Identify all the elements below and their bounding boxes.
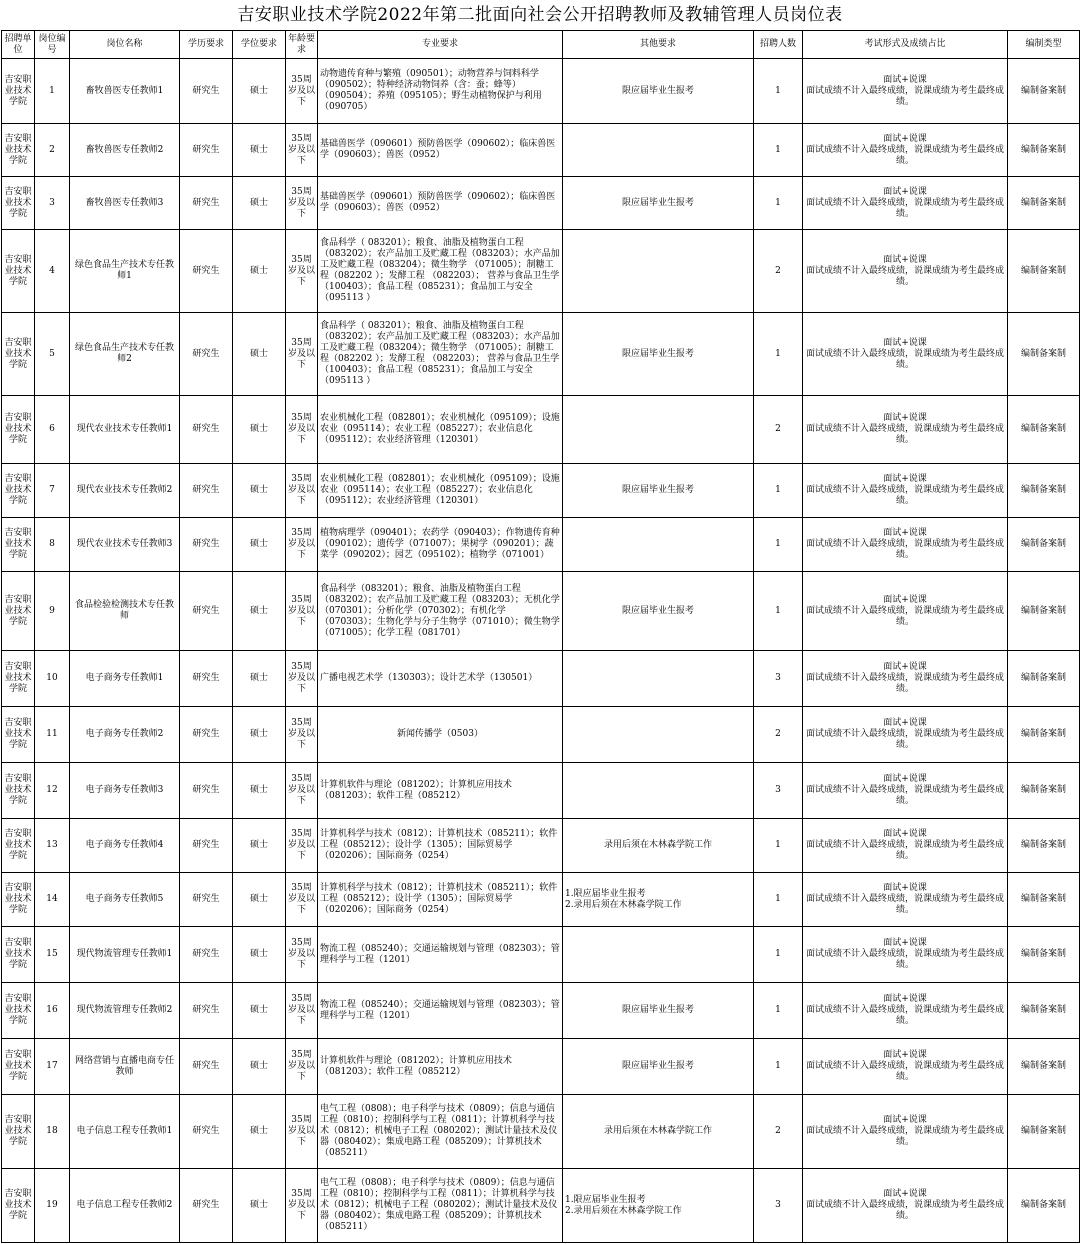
exam-weighting: 面试成绩不计入最终成绩，说课成绩为考生最终成绩。 — [805, 424, 1004, 445]
table-header-row — [2, 31, 1080, 59]
cell-unit: 吉安职业技术学院 — [2, 1095, 35, 1169]
cell-code: 4 — [35, 230, 70, 313]
cell-degree: 硕士 — [233, 518, 286, 572]
exam-format: 面试+说课 — [883, 718, 927, 728]
cell-unit: 吉安职业技术学院 — [2, 983, 35, 1039]
header-major: 专业要求 — [318, 31, 563, 59]
cell-major: 农业机械化工程（082801）；农业机械化（095109）；设施农业（095114）；农业工程（085227）；农业信息化（095112）；农业经济管理（120301） — [318, 464, 563, 518]
cell-count: 1 — [754, 464, 803, 518]
cell-unit: 吉安职业技术学院 — [2, 572, 35, 651]
cell-unit: 吉安职业技术学院 — [2, 313, 35, 396]
cell-age: 35周岁及以下 — [286, 927, 318, 983]
cell-education: 研究生 — [180, 1169, 233, 1243]
cell-other-requirements — [563, 1039, 754, 1095]
exam-format: 面试+说课 — [883, 474, 927, 484]
cell-count: 1 — [754, 983, 803, 1039]
cell-other-requirements — [563, 313, 754, 396]
cell-education: 研究生 — [180, 927, 233, 983]
exam-weighting: 面试成绩不计入最终成绩，说课成绩为考生最终成绩。 — [805, 1200, 1004, 1221]
cell-other-requirements — [563, 763, 754, 819]
header-other: 其他要求 — [563, 31, 754, 59]
cell-age: 35周岁及以下 — [286, 1169, 318, 1243]
cell-age: 35周岁及以下 — [286, 59, 318, 124]
cell-major: 食品科学（083201）；粮食、油脂及植物蛋白工程（083202）；农产品加工及贮藏工程（083203）；无机化学（070301）；分析化学（070302）；有机化学（070303）；生物化学与分子生物学（071010）；微生物学 （071005）；化学工程（081701） — [318, 572, 563, 651]
other-requirement-line: 1.限应届毕业生报考 — [565, 1194, 646, 1205]
exam-weighting: 面试成绩不计入最终成绩，说课成绩为考生最终成绩。 — [805, 729, 1004, 750]
cell-other-requirements — [563, 707, 754, 763]
cell-other-requirements — [563, 819, 754, 873]
cell-education: 研究生 — [180, 1039, 233, 1095]
cell-other-requirements — [563, 873, 754, 927]
cell-other-requirements — [563, 1095, 754, 1169]
cell-count: 3 — [754, 763, 803, 819]
cell-position-name: 现代物流管理专任教师1 — [70, 927, 180, 983]
table-row — [2, 124, 1080, 177]
cell-code: 12 — [35, 763, 70, 819]
cell-other-requirements — [563, 651, 754, 707]
cell-degree: 硕士 — [233, 313, 286, 396]
exam-format: 面试+说课 — [883, 883, 927, 893]
cell-position-name: 现代物流管理专任教师2 — [70, 983, 180, 1039]
cell-other-requirements — [563, 59, 754, 124]
cell-exam — [803, 927, 1008, 983]
table-row — [2, 707, 1080, 763]
cell-major: 计算机科学与技术（0812）；计算机技术（085211）；软件工程（085212）；设计学（1305）；国际贸易学（020206）；国际商务（0254） — [318, 819, 563, 873]
cell-code: 14 — [35, 873, 70, 927]
cell-unit: 吉安职业技术学院 — [2, 707, 35, 763]
cell-degree: 硕士 — [233, 124, 286, 177]
cell-major: 计算机软件与理论（081202）；计算机应用技术（081203）；软件工程（085212） — [318, 1039, 563, 1095]
cell-staffing-type: 编制备案制 — [1008, 873, 1080, 927]
cell-code: 16 — [35, 983, 70, 1039]
cell-major: 植物病理学（090401）；农药学（090403）；作物遗传育种（090102）；遗传学（071007）；果树学（090201）；蔬菜学（090202）；园艺（095102）；植物学（071001） — [318, 518, 563, 572]
cell-other-requirements — [563, 124, 754, 177]
cell-major: 基础兽医学（090601）预防兽医学（090602）；临床兽医学（090603）；兽医（0952） — [318, 177, 563, 230]
cell-other-requirements — [563, 983, 754, 1039]
cell-count: 1 — [754, 927, 803, 983]
exam-weighting: 面试成绩不计入最终成绩，说课成绩为考生最终成绩。 — [805, 1005, 1004, 1026]
cell-education: 研究生 — [180, 707, 233, 763]
cell-age: 35周岁及以下 — [286, 1039, 318, 1095]
cell-major: 食品科学（ 083201）；粮食、油脂及植物蛋白工程（083202）；农产品加工及贮藏工程（083203）；水产品加工及贮藏工程（083204）；微生物学 （071005）；制糖工程（082202 ）；发酵工程 （082203）； 营养与食品卫生学（100403）；食品工程（085231）；食品加工与安全（095113 ） — [318, 230, 563, 313]
cell-count: 2 — [754, 707, 803, 763]
cell-exam — [803, 313, 1008, 396]
cell-position-name: 绿色食品生产技术专任教师1 — [70, 230, 180, 313]
cell-age: 35周岁及以下 — [286, 763, 318, 819]
table-row — [2, 230, 1080, 313]
cell-count: 1 — [754, 124, 803, 177]
exam-weighting: 面试成绩不计入最终成绩，说课成绩为考生最终成绩。 — [805, 144, 1004, 166]
exam-weighting: 面试成绩不计入最终成绩，说课成绩为考生最终成绩。 — [805, 265, 1004, 287]
exam-weighting: 面试成绩不计入最终成绩，说课成绩为考生最终成绩。 — [805, 1061, 1004, 1082]
other-requirement-line: 2.录用后须在木林森学院工作 — [565, 899, 682, 910]
cell-degree: 硕士 — [233, 1169, 286, 1243]
cell-exam — [803, 464, 1008, 518]
cell-position-name: 电子商务专任教师2 — [70, 707, 180, 763]
cell-education: 研究生 — [180, 873, 233, 927]
cell-exam — [803, 819, 1008, 873]
header-name: 岗位名称 — [70, 31, 180, 59]
cell-staffing-type: 编制备案制 — [1008, 819, 1080, 873]
cell-staffing-type: 编制备案制 — [1008, 1169, 1080, 1243]
cell-other-requirements — [563, 396, 754, 464]
cell-other-requirements — [563, 927, 754, 983]
cell-degree: 硕士 — [233, 230, 286, 313]
cell-staffing-type: 编制备案制 — [1008, 396, 1080, 464]
cell-count: 1 — [754, 819, 803, 873]
exam-weighting: 面试成绩不计入最终成绩，说课成绩为考生最终成绩。 — [805, 840, 1004, 861]
other-requirement-line: 限应届毕业生报考 — [621, 1005, 694, 1015]
exam-weighting: 面试成绩不计入最终成绩，说课成绩为考生最终成绩。 — [805, 485, 1004, 506]
cell-degree: 硕士 — [233, 873, 286, 927]
cell-exam — [803, 572, 1008, 651]
exam-weighting: 面试成绩不计入最终成绩，说课成绩为考生最终成绩。 — [805, 605, 1004, 627]
cell-age: 35周岁及以下 — [286, 124, 318, 177]
cell-code: 5 — [35, 313, 70, 396]
cell-degree: 硕士 — [233, 1039, 286, 1095]
cell-position-name: 畜牧兽医专任教师3 — [70, 177, 180, 230]
other-requirement-line: 录用后须在木林森学院工作 — [603, 1126, 712, 1136]
exam-format: 面试+说课 — [883, 938, 927, 948]
cell-code: 13 — [35, 819, 70, 873]
cell-code: 9 — [35, 572, 70, 651]
cell-count: 1 — [754, 177, 803, 230]
cell-age: 35周岁及以下 — [286, 819, 318, 873]
cell-major: 计算机软件与理论（081202）；计算机应用技术（081203）；软件工程（085212） — [318, 763, 563, 819]
cell-count: 2 — [754, 396, 803, 464]
other-requirement-line: 限应届毕业生报考 — [621, 605, 694, 616]
cell-code: 1 — [35, 59, 70, 124]
cell-unit: 吉安职业技术学院 — [2, 873, 35, 927]
table-row — [2, 1095, 1080, 1169]
cell-code: 19 — [35, 1169, 70, 1243]
cell-major: 食品科学（ 083201）；粮食、油脂及植物蛋白工程（083202）；农产品加工及贮藏工程（083203）；水产品加工及贮藏工程（083204）；微生物学 （071005）；制糖工程（082202 ）；发酵工程 （082203）； 营养与食品卫生学（100403）；食品工程（085231）；食品加工与安全（095113 ） — [318, 313, 563, 396]
cell-education: 研究生 — [180, 124, 233, 177]
cell-age: 35周岁及以下 — [286, 313, 318, 396]
exam-weighting: 面试成绩不计入最终成绩，说课成绩为考生最终成绩。 — [805, 85, 1004, 107]
cell-age: 35周岁及以下 — [286, 177, 318, 230]
cell-staffing-type: 编制备案制 — [1008, 230, 1080, 313]
exam-weighting: 面试成绩不计入最终成绩，说课成绩为考生最终成绩。 — [805, 1126, 1004, 1147]
cell-exam — [803, 1039, 1008, 1095]
cell-position-name: 现代农业技术专任教师3 — [70, 518, 180, 572]
cell-position-name: 电子信息工程专任教师1 — [70, 1095, 180, 1169]
table-row — [2, 763, 1080, 819]
other-requirement-line: 2.录用后须在木林森学院工作 — [565, 1205, 682, 1216]
cell-age: 35周岁及以下 — [286, 572, 318, 651]
cell-age: 35周岁及以下 — [286, 396, 318, 464]
cell-degree: 硕士 — [233, 983, 286, 1039]
exam-format: 面试+说课 — [883, 1050, 927, 1060]
cell-age: 35周岁及以下 — [286, 873, 318, 927]
header-edu: 学历要求 — [180, 31, 233, 59]
exam-format: 面试+说课 — [883, 774, 927, 784]
cell-staffing-type: 编制备案制 — [1008, 1039, 1080, 1095]
exam-format: 面试+说课 — [883, 74, 927, 85]
table-row — [2, 59, 1080, 124]
cell-major: 物流工程（085240）；交通运输规划与管理（082303）；管理科学与工程（1201） — [318, 927, 563, 983]
exam-format: 面试+说课 — [883, 413, 927, 423]
cell-staffing-type: 编制备案制 — [1008, 763, 1080, 819]
cell-code: 11 — [35, 707, 70, 763]
cell-major: 广播电视艺术学（130303）；设计艺术学（130501） — [318, 651, 563, 707]
cell-other-requirements — [563, 177, 754, 230]
exam-format: 面试+说课 — [883, 254, 927, 265]
page-title: 吉安职业技术学院2022年第二批面向社会公开招聘教师及教辅管理人员岗位表 — [237, 5, 843, 25]
table-row — [2, 1039, 1080, 1095]
exam-weighting: 面试成绩不计入最终成绩，说课成绩为考生最终成绩。 — [805, 197, 1004, 219]
cell-position-name: 现代农业技术专任教师1 — [70, 396, 180, 464]
cell-exam — [803, 124, 1008, 177]
cell-major: 基础兽医学（090601）预防兽医学（090602）；临床兽医学（090603）；兽医（0952） — [318, 124, 563, 177]
exam-format: 面试+说课 — [883, 662, 927, 672]
cell-major: 动物遗传育种与繁殖（090501）；动物营养与饲料科学（090502）；特种经济动物饲养（含：蚕；蜂等）（090504）；养殖（095105）；野生动植物保护与利用（090705） — [318, 59, 563, 124]
cell-count: 1 — [754, 572, 803, 651]
cell-staffing-type: 编制备案制 — [1008, 983, 1080, 1039]
header-age: 年龄要求 — [286, 31, 318, 59]
cell-count: 1 — [754, 1039, 803, 1095]
cell-age: 35周岁及以下 — [286, 464, 318, 518]
cell-code: 7 — [35, 464, 70, 518]
other-requirement-line: 限应届毕业生报考 — [621, 85, 694, 96]
cell-exam — [803, 177, 1008, 230]
cell-major: 农业机械化工程（082801）；农业机械化（095109）；设施农业（095114）；农业工程（085227）；农业信息化（095112）；农业经济管理（120301） — [318, 396, 563, 464]
cell-staffing-type: 编制备案制 — [1008, 707, 1080, 763]
exam-format: 面试+说课 — [883, 186, 927, 197]
cell-other-requirements — [563, 464, 754, 518]
cell-degree: 硕士 — [233, 707, 286, 763]
cell-staffing-type: 编制备案制 — [1008, 518, 1080, 572]
cell-education: 研究生 — [180, 763, 233, 819]
exam-format: 面试+说课 — [883, 528, 927, 538]
cell-degree: 硕士 — [233, 177, 286, 230]
cell-code: 15 — [35, 927, 70, 983]
cell-count: 1 — [754, 518, 803, 572]
table-row — [2, 518, 1080, 572]
cell-unit: 吉安职业技术学院 — [2, 651, 35, 707]
cell-unit: 吉安职业技术学院 — [2, 59, 35, 124]
exam-format: 面试+说课 — [883, 594, 927, 605]
cell-position-name: 电子商务专任教师1 — [70, 651, 180, 707]
cell-exam — [803, 396, 1008, 464]
cell-position-name: 绿色食品生产技术专任教师2 — [70, 313, 180, 396]
cell-degree: 硕士 — [233, 59, 286, 124]
cell-code: 18 — [35, 1095, 70, 1169]
cell-unit: 吉安职业技术学院 — [2, 124, 35, 177]
cell-exam — [803, 763, 1008, 819]
cell-staffing-type: 编制备案制 — [1008, 1095, 1080, 1169]
cell-position-name: 畜牧兽医专任教师1 — [70, 59, 180, 124]
cell-code: 17 — [35, 1039, 70, 1095]
cell-education: 研究生 — [180, 464, 233, 518]
exam-weighting: 面试成绩不计入最终成绩，说课成绩为考生最终成绩。 — [805, 949, 1004, 970]
cell-age: 35周岁及以下 — [286, 230, 318, 313]
cell-degree: 硕士 — [233, 396, 286, 464]
cell-degree: 硕士 — [233, 651, 286, 707]
table-row — [2, 927, 1080, 983]
cell-education: 研究生 — [180, 59, 233, 124]
cell-education: 研究生 — [180, 177, 233, 230]
cell-position-name: 电子商务专任教师5 — [70, 873, 180, 927]
cell-degree: 硕士 — [233, 1095, 286, 1169]
cell-degree: 硕士 — [233, 819, 286, 873]
header-unit: 招聘单位 — [2, 31, 35, 59]
cell-staffing-type: 编制备案制 — [1008, 572, 1080, 651]
cell-code: 2 — [35, 124, 70, 177]
cell-count: 1 — [754, 313, 803, 396]
table-row — [2, 572, 1080, 651]
cell-age: 35周岁及以下 — [286, 707, 318, 763]
other-requirement-line: 限应届毕业生报考 — [621, 485, 694, 495]
exam-weighting: 面试成绩不计入最终成绩，说课成绩为考生最终成绩。 — [805, 673, 1004, 694]
cell-degree: 硕士 — [233, 572, 286, 651]
cell-age: 35周岁及以下 — [286, 651, 318, 707]
cell-degree: 硕士 — [233, 763, 286, 819]
cell-exam — [803, 1169, 1008, 1243]
cell-education: 研究生 — [180, 313, 233, 396]
positions-table — [1, 30, 1080, 1243]
cell-position-name: 电子商务专任教师3 — [70, 763, 180, 819]
cell-position-name: 电子信息工程专任教师2 — [70, 1169, 180, 1243]
cell-major: 新闻传播学（0503） — [318, 707, 563, 763]
cell-exam — [803, 651, 1008, 707]
cell-education: 研究生 — [180, 1095, 233, 1169]
cell-major: 电气工程（0808）；电子科学与技术（0809）；信息与通信工程（0810）；控制科学与工程（0811）；计算机科学与技术（0812）；机械电子工程（080202）；测试计量技术及仪器（080402）；集成电路工程（085209）；计算机技术（085211） — [318, 1095, 563, 1169]
cell-count: 1 — [754, 873, 803, 927]
exam-format: 面试+说课 — [883, 829, 927, 839]
table-row — [2, 313, 1080, 396]
cell-education: 研究生 — [180, 651, 233, 707]
cell-exam — [803, 983, 1008, 1039]
cell-major: 物流工程（085240）；交通运输规划与管理（082303）；管理科学与工程（1201） — [318, 983, 563, 1039]
table-body — [2, 59, 1080, 1243]
table-row — [2, 177, 1080, 230]
cell-unit: 吉安职业技术学院 — [2, 927, 35, 983]
cell-code: 6 — [35, 396, 70, 464]
cell-unit: 吉安职业技术学院 — [2, 230, 35, 313]
cell-unit: 吉安职业技术学院 — [2, 518, 35, 572]
exam-format: 面试+说课 — [883, 994, 927, 1004]
table-row — [2, 983, 1080, 1039]
cell-count: 3 — [754, 1169, 803, 1243]
other-requirement-line: 1.限应届毕业生报考 — [565, 888, 646, 899]
table-row — [2, 873, 1080, 927]
cell-unit: 吉安职业技术学院 — [2, 464, 35, 518]
table-row — [2, 651, 1080, 707]
cell-exam — [803, 707, 1008, 763]
other-requirement-line: 录用后须在木林森学院工作 — [603, 840, 712, 850]
cell-count: 1 — [754, 59, 803, 124]
cell-degree: 硕士 — [233, 464, 286, 518]
exam-format: 面试+说课 — [883, 133, 927, 144]
cell-major: 电气工程（0808）；电子科学与技术（0809）；信息与通信工程（0810）；控制科学与工程（0811）；计算机科学与技术（0812）；机械电子工程（080202）；测试计量技术及仪器（080402）；集成电路工程（085209）；计算机技术（085211） — [318, 1169, 563, 1243]
cell-age: 35周岁及以下 — [286, 1095, 318, 1169]
cell-other-requirements — [563, 518, 754, 572]
exam-weighting: 面试成绩不计入最终成绩，说课成绩为考生最终成绩。 — [805, 785, 1004, 806]
cell-staffing-type: 编制备案制 — [1008, 927, 1080, 983]
cell-education: 研究生 — [180, 396, 233, 464]
cell-position-name: 现代农业技术专任教师2 — [70, 464, 180, 518]
cell-education: 研究生 — [180, 983, 233, 1039]
cell-unit: 吉安职业技术学院 — [2, 396, 35, 464]
cell-code: 8 — [35, 518, 70, 572]
cell-staffing-type: 编制备案制 — [1008, 177, 1080, 230]
exam-weighting: 面试成绩不计入最终成绩，说课成绩为考生最终成绩。 — [805, 539, 1004, 560]
cell-staffing-type: 编制备案制 — [1008, 313, 1080, 396]
cell-staffing-type: 编制备案制 — [1008, 124, 1080, 177]
cell-education: 研究生 — [180, 819, 233, 873]
cell-unit: 吉安职业技术学院 — [2, 819, 35, 873]
cell-other-requirements — [563, 1169, 754, 1243]
header-code: 岗位编号 — [35, 31, 70, 59]
cell-degree: 硕士 — [233, 927, 286, 983]
cell-exam — [803, 1095, 1008, 1169]
cell-exam — [803, 59, 1008, 124]
cell-unit: 吉安职业技术学院 — [2, 177, 35, 230]
other-requirement-line: 限应届毕业生报考 — [621, 1061, 694, 1071]
cell-other-requirements — [563, 230, 754, 313]
exam-format: 面试+说课 — [883, 1115, 927, 1125]
cell-count: 2 — [754, 1095, 803, 1169]
cell-age: 35周岁及以下 — [286, 518, 318, 572]
header-count: 招聘人数 — [754, 31, 803, 59]
cell-position-name: 畜牧兽医专任教师2 — [70, 124, 180, 177]
exam-format: 面试+说课 — [883, 1189, 927, 1199]
cell-education: 研究生 — [180, 572, 233, 651]
cell-major: 计算机科学与技术（0812）；计算机技术（085211）；软件工程（085212）；设计学（1305）；国际贸易学（020206）；国际商务（0254） — [318, 873, 563, 927]
cell-other-requirements — [563, 572, 754, 651]
cell-staffing-type: 编制备案制 — [1008, 651, 1080, 707]
other-requirement-line: 限应届毕业生报考 — [621, 348, 694, 359]
cell-position-name: 食品检验检测技术专任教师 — [70, 572, 180, 651]
cell-exam — [803, 230, 1008, 313]
exam-weighting: 面试成绩不计入最终成绩，说课成绩为考生最终成绩。 — [805, 894, 1004, 915]
cell-exam — [803, 873, 1008, 927]
cell-age: 35周岁及以下 — [286, 983, 318, 1039]
cell-count: 3 — [754, 651, 803, 707]
table-row — [2, 1169, 1080, 1243]
cell-unit: 吉安职业技术学院 — [2, 763, 35, 819]
exam-format: 面试+说课 — [883, 337, 927, 348]
table-row — [2, 396, 1080, 464]
cell-unit: 吉安职业技术学院 — [2, 1169, 35, 1243]
table-row — [2, 819, 1080, 873]
table-row — [2, 464, 1080, 518]
cell-staffing-type: 编制备案制 — [1008, 59, 1080, 124]
cell-code: 10 — [35, 651, 70, 707]
header-degree: 学位要求 — [233, 31, 286, 59]
cell-education: 研究生 — [180, 518, 233, 572]
cell-code: 3 — [35, 177, 70, 230]
cell-position-name: 电子商务专任教师4 — [70, 819, 180, 873]
other-requirement-line: 限应届毕业生报考 — [621, 197, 694, 208]
cell-staffing-type: 编制备案制 — [1008, 464, 1080, 518]
header-type: 编制类型 — [1008, 31, 1080, 59]
cell-count: 2 — [754, 230, 803, 313]
cell-position-name: 网络营销与直播电商专任教师 — [70, 1039, 180, 1095]
cell-education: 研究生 — [180, 230, 233, 313]
header-exam: 考试形式及成绩占比 — [803, 31, 1008, 59]
cell-unit: 吉安职业技术学院 — [2, 1039, 35, 1095]
cell-exam — [803, 518, 1008, 572]
exam-weighting: 面试成绩不计入最终成绩，说课成绩为考生最终成绩。 — [805, 348, 1004, 370]
